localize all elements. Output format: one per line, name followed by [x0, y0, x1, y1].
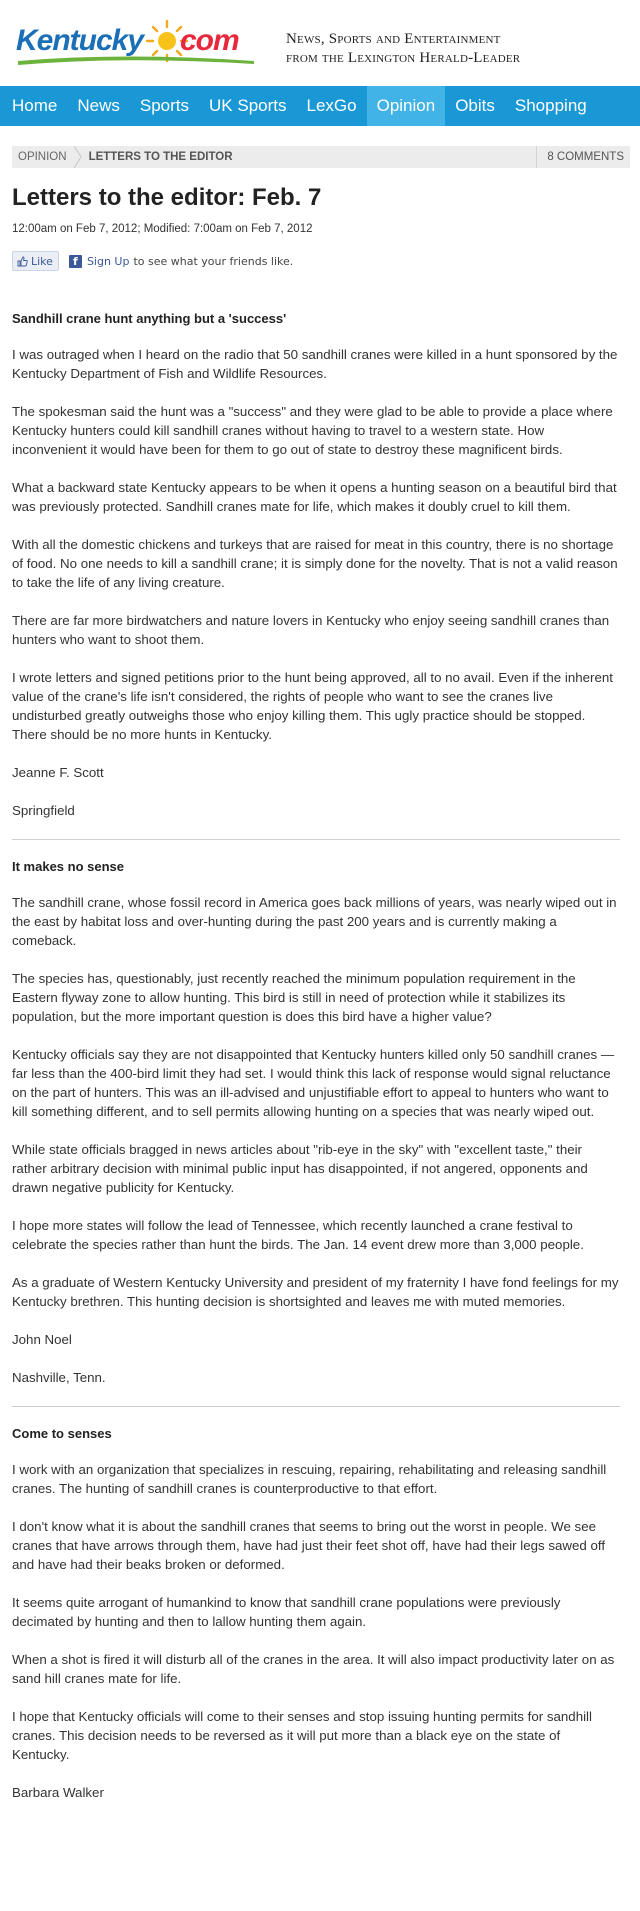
letter-paragraph: I don't know what it is about the sandhill cranes that seems to bring out the worst in people. We see cranes that have arrows through them, have had just their feet shot off, have had their legs sawed off and have had their beaks broken or deformed.: [12, 1519, 606, 1572]
letter-paragraph: It seems quite arrogant of humankind to know that sandhill crane populations were previously decimated by hunting and then to lallow hunting them again.: [12, 1595, 561, 1629]
letter: [12, 311, 620, 820]
spacer: [12, 271, 620, 311]
page-title: Letters to the editor: Feb. 7: [12, 184, 322, 211]
letter-author: Jeanne F. Scott: [12, 765, 104, 780]
letter-author: Barbara Walker: [12, 1785, 104, 1800]
facebook-signup-text: to see what your friends like.: [133, 254, 294, 268]
letter-paragraph: I hope that Kentucky officials will come to their senses and stop issuing hunting permits for sandhill cranes. This decision needs to be reversed as it will put more than a black eye on the state of Kentucky.: [12, 1709, 592, 1762]
divider: [12, 1406, 620, 1407]
letter-heading: It makes no sense: [12, 859, 124, 874]
letter-paragraph: While state officials bragged in news articles about "rib-eye in the sky" with "excellent taste," their rather arbitrary decision with minimal public input has disappointed, if not angered, opponents and drawn negative publicity for Kentucky.: [12, 1142, 588, 1195]
tagline-line1: News, Sports and Entertainment: [286, 31, 501, 47]
letter-paragraph: There are far more birdwatchers and nature lovers in Kentucky who enjoy seeing sandhill cranes than hunters who want to shoot them.: [12, 613, 610, 647]
main-nav: [0, 86, 640, 126]
divider: [12, 839, 620, 840]
nav-item-obits[interactable]: Obits: [455, 96, 495, 115]
svg-text:com: com: [180, 24, 239, 57]
kentucky-com-logo[interactable]: [16, 14, 266, 70]
letter-paragraph: I hope more states will follow the lead of Tennessee, which recently launched a crane festival to celebrate the species rather than hunt the birds. The Jan. 14 event drew more than 3,000 people.: [12, 1218, 584, 1252]
article: [0, 184, 640, 1802]
letter-paragraph: Kentucky officials say they are not disappointed that Kentucky hunters killed only 50 sandhill cranes — far less than the 400-bird limit they had set. I would think this lack of response would signal reluctance on the part of hunters. This was an ill-advised and unjustifiable effort to appeal to hunters who want to kill something different, and to sell permits allowing hunting on a species that was nearly wiped out.: [12, 1047, 615, 1119]
breadcrumb: [12, 146, 630, 168]
letter-paragraph: I was outraged when I heard on the radio that 50 sandhill cranes were killed in a hunt sponsored by the Kentucky Department of Fish and Wildlife Resources.: [12, 347, 618, 381]
nav-item-opinion[interactable]: Opinion: [367, 86, 446, 126]
nav-item-sports[interactable]: Sports: [139, 96, 190, 115]
letter-location: Nashville, Tenn.: [12, 1370, 106, 1385]
letter-heading: Come to senses: [12, 1426, 112, 1441]
chevron-right-icon: [73, 146, 83, 168]
letter: [12, 859, 620, 1387]
breadcrumb-current: LETTERS TO THE EDITOR: [88, 151, 233, 163]
letter-paragraph: When a shot is fired it will disturb all of the cranes in the area. It will also impact productivity later on as sand hill cranes mate for life.: [12, 1652, 615, 1686]
nav-item-shopping[interactable]: Shopping: [514, 96, 587, 115]
tagline: [286, 30, 520, 68]
facebook-like-button[interactable]: [12, 251, 59, 271]
tagline-line2: from the Lexington Herald-Leader: [286, 50, 521, 66]
comments-count-link[interactable]: 8 COMMENTS: [536, 146, 630, 168]
dateline: 12:00am on Feb 7, 2012; Modified: 7:00am on Feb 7, 2012: [12, 223, 313, 235]
letter-paragraph: I work with an organization that specializes in rescuing, repairing, rehabilitating and releasing sandhill cranes. The hunting of sandhill cranes is counterproductive to that effort.: [12, 1462, 607, 1496]
breadcrumb-opinion[interactable]: OPINION: [18, 151, 67, 163]
facebook-like-label: Like: [31, 254, 53, 268]
nav-item-lexgo[interactable]: LexGo: [306, 96, 357, 115]
letter-heading: Sandhill crane hunt anything but a 'success': [12, 311, 287, 326]
letter-paragraph: As a graduate of Western Kentucky University and president of my fraternity I have fond feelings for my Kentucky brethren. This hunting decision is shortsighted and leaves me with muted memories.: [12, 1275, 619, 1309]
nav-item-uk-sports[interactable]: UK Sports: [209, 96, 287, 115]
letter: [12, 1426, 620, 1802]
letter-paragraph: What a backward state Kentucky appears to be when it opens a hunting season on a beautiful bird that was previously protected. Sandhill cranes mate for life, which makes it doubly cruel to kill them.: [12, 480, 617, 514]
facebook-like-row: [12, 251, 620, 271]
nav-item-home[interactable]: Home: [12, 96, 58, 115]
svg-text:Kentucky: Kentucky: [16, 24, 144, 57]
letter-paragraph: The species has, questionably, just recently reached the minimum population requirement in the Eastern flyway zone to allow hunting. This bird is still in need of protection while it stabilizes its population, but the more important question is does this bird have a higher value?: [12, 971, 576, 1024]
letter-paragraph: The spokesman said the hunt was a "success" and they were glad to be able to provide a place where Kentucky hunters could kill sandhill cranes without having to travel to a western state. How inconvenient it would have been for them to go out of state to destroy these magnificent birds.: [12, 404, 613, 457]
facebook-signup-link[interactable]: Sign Up: [86, 254, 130, 268]
letter-paragraph: I wrote letters and signed petitions prior to the hunt being approved, all to no avail. Even if the inherent value of the crane's life isn't considered, the rights of people who want to see the cranes live undisturbed greatly outweighs those who enjoy killing them. This ugly practice should be stopped. There should be no more hunts in Kentucky.: [12, 670, 613, 742]
letter-paragraph: The sandhill crane, whose fossil record in America goes back millions of years, was nearly wiped out in the east by habitat loss and over-hunting during the past 200 years and is currently making a comeback.: [12, 895, 617, 948]
letter-author: John Noel: [12, 1332, 72, 1347]
thumbs-up-icon: [17, 256, 28, 267]
letter-location: Springfield: [12, 803, 75, 818]
nav-item-news[interactable]: News: [77, 96, 120, 115]
letter-paragraph: With all the domestic chickens and turkeys that are raised for meat in this country, there is no shortage of food. No one needs to kill a sandhill crane; it is simply done for the novelty. That is not a valid reason to take the life of any living creature.: [12, 537, 618, 590]
masthead: [0, 0, 640, 86]
facebook-icon: f: [69, 255, 82, 268]
